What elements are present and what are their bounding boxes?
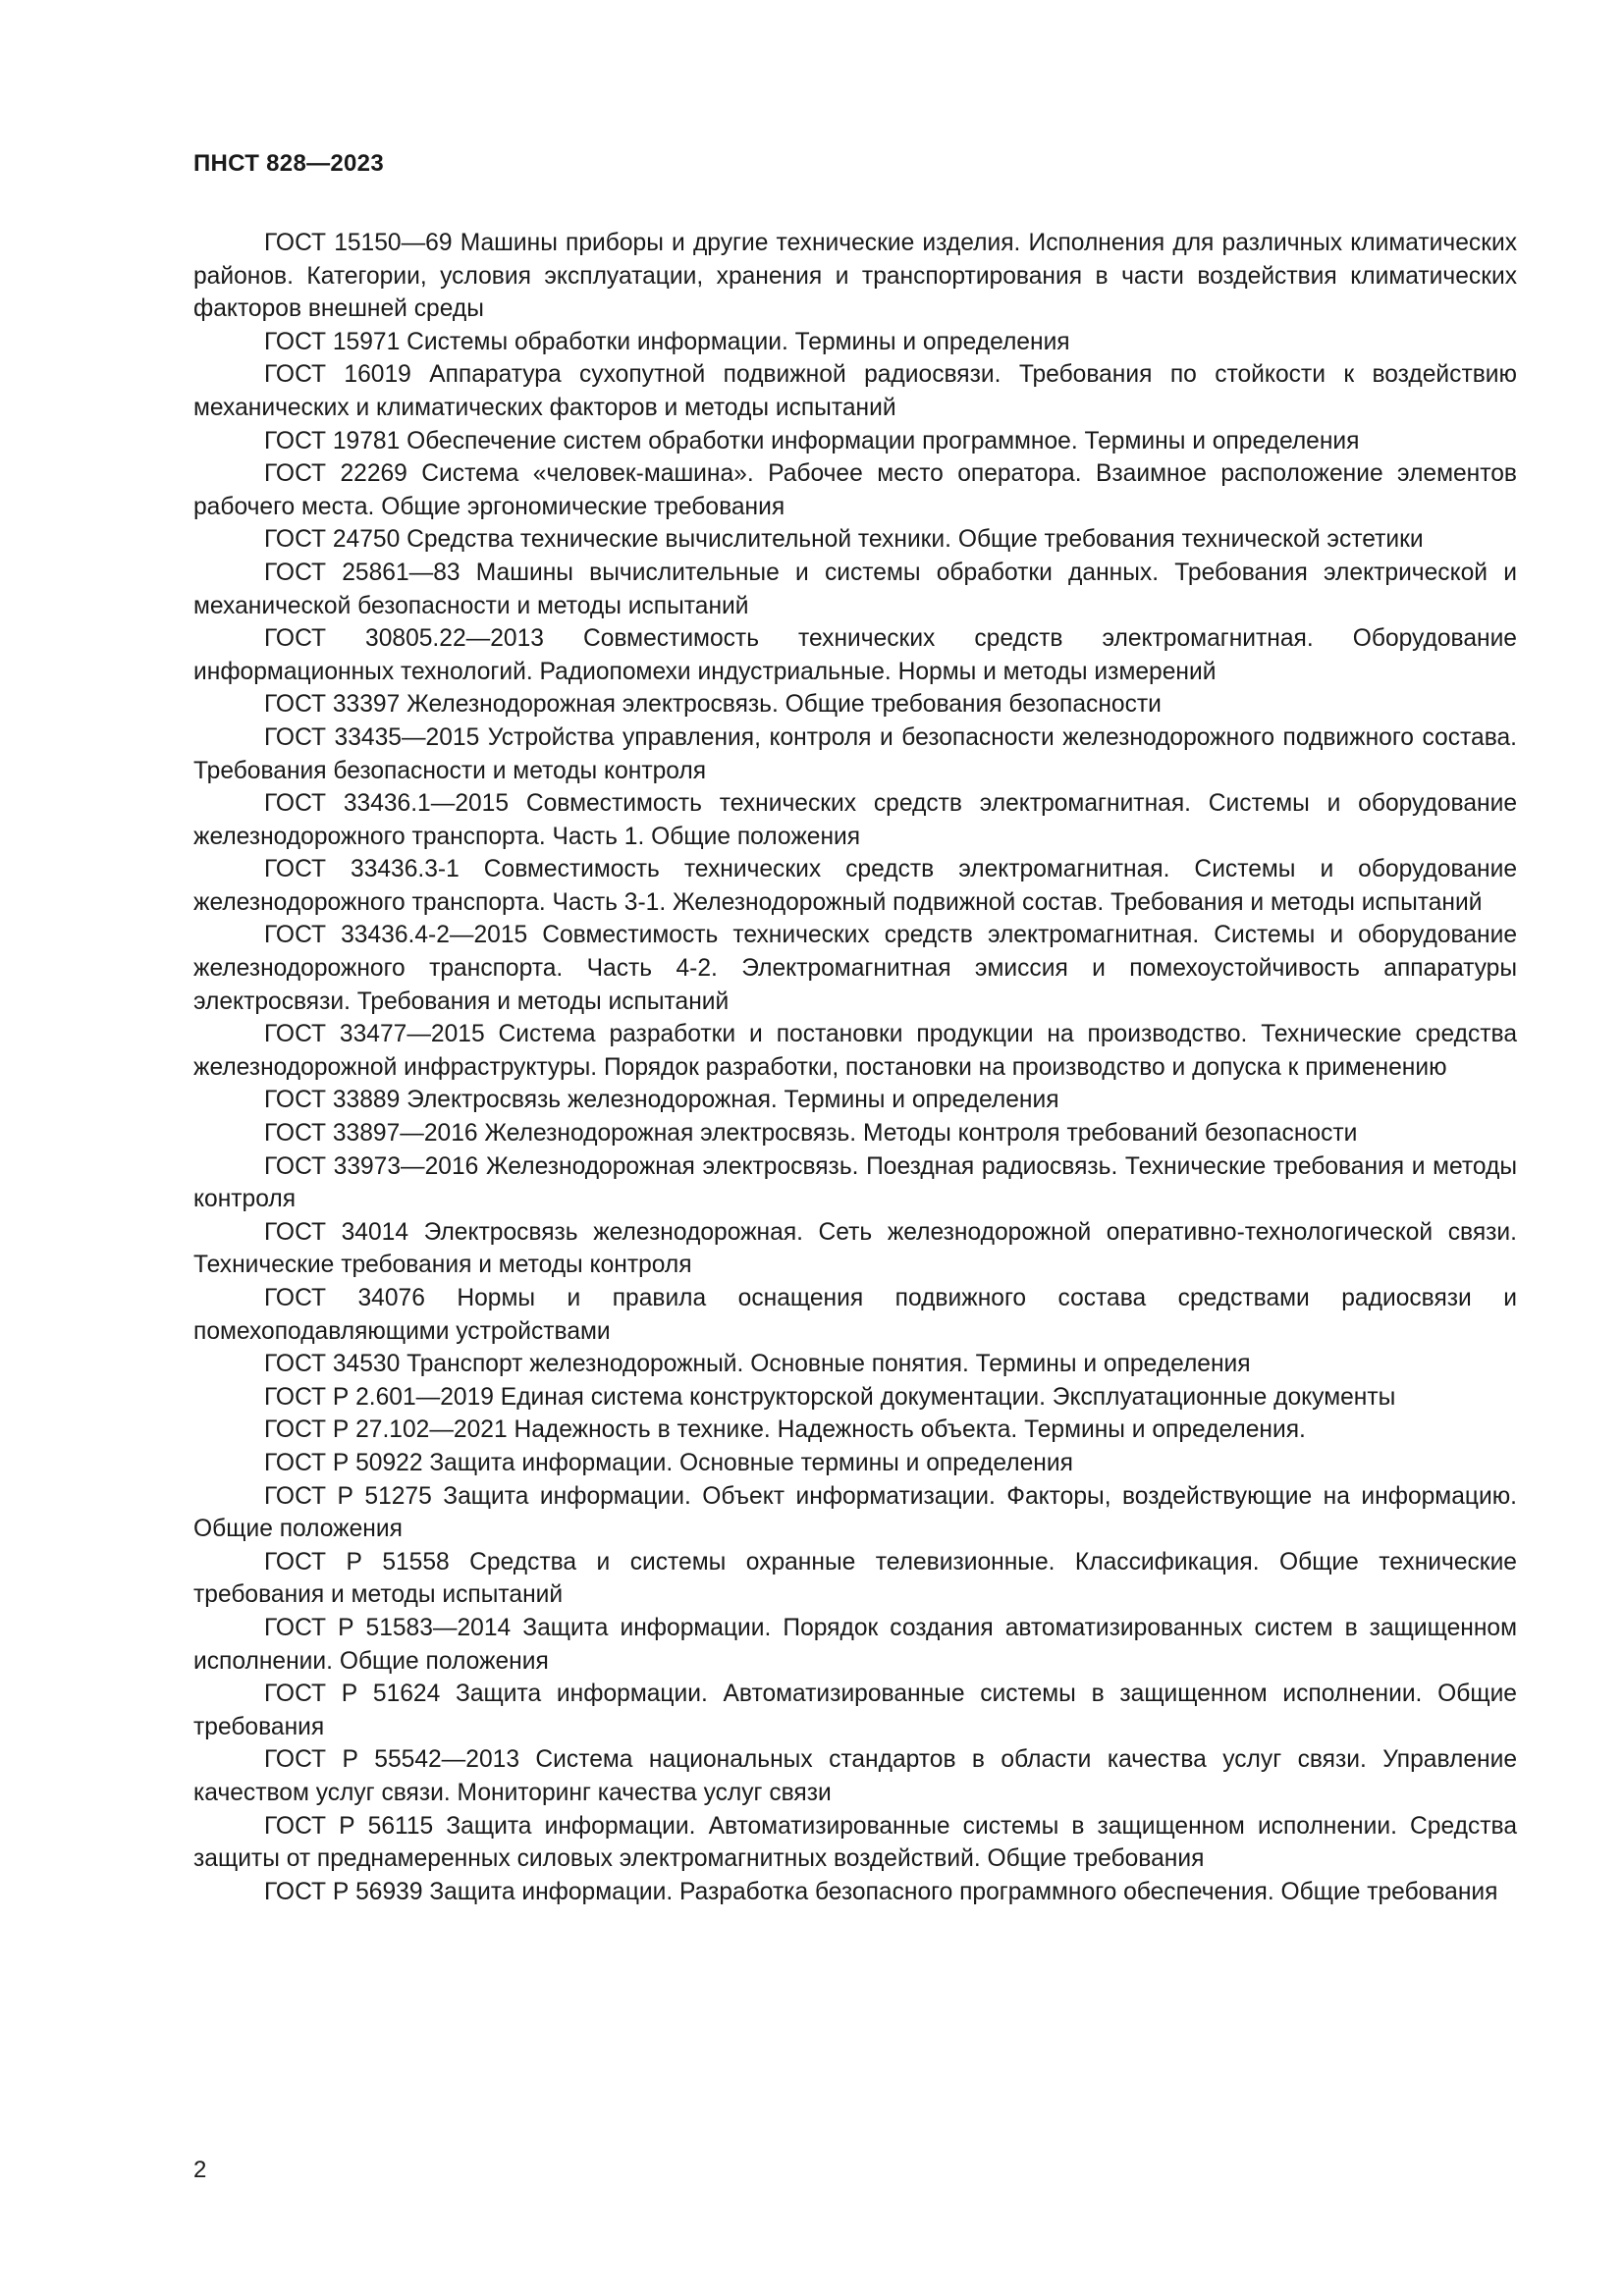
reference-item: ГОСТ 33435—2015 Устройства управления, контроля и безопасности железнодорожного подвижного состава. Требования безопасности и методы контроля bbox=[193, 723, 1517, 784]
reference-item: ГОСТ Р 51275 Защита информации. Объект информатизации. Факторы, воздействующие на информацию. Общие положения bbox=[193, 1482, 1517, 1543]
reference-item: ГОСТ 34014 Электросвязь железнодорожная. Сеть железнодорожной оперативно-технологической связи. Технические требования и методы контроля bbox=[193, 1218, 1517, 1279]
reference-item: ГОСТ 16019 Аппаратура сухопутной подвижной радиосвязи. Требования по стойкости к воздействию механических и климатических факторов и методы испытаний bbox=[193, 361, 1517, 421]
reference-item: ГОСТ 33436.3-1 Совместимость технических средств электромагнитная. Системы и оборудование железнодорожного транспорта. Часть 3-1. Железнодорожный подвижной состав. Требования и методы испытаний bbox=[193, 856, 1517, 916]
reference-item: ГОСТ 33477—2015 Система разработки и постановки продукции на производство. Технические средства железнодорожной инфраструктуры. Порядок разработки, постановки на производство и допуска к применению bbox=[193, 1021, 1517, 1081]
normative-references-list bbox=[193, 227, 1517, 1908]
reference-item: ГОСТ 33436.1—2015 Совместимость технических средств электромагнитная. Системы и оборудование железнодорожного транспорта. Часть 1. Общие положения bbox=[193, 790, 1517, 850]
reference-item: ГОСТ 30805.22—2013 Совместимость технических средств электромагнитная. Оборудование информационных технологий. Радиопомехи индустриальные. Нормы и методы измерений bbox=[193, 625, 1517, 685]
reference-item: ГОСТ 22269 Система «человек-машина». Рабочее место оператора. Взаимное расположение элементов рабочего места. Общие эргономические требования bbox=[193, 460, 1517, 520]
document-header: ПНСТ 828—2023 bbox=[193, 150, 384, 177]
reference-item: ГОСТ 34076 Нормы и правила оснащения подвижного состава средствами радиосвязи и помехоподавляющими устройствами bbox=[193, 1285, 1517, 1345]
reference-item: ГОСТ Р 2.601—2019 Единая система конструкторской документации. Эксплуатационные документы bbox=[264, 1383, 1396, 1411]
reference-item: ГОСТ 25861—83 Машины вычислительные и системы обработки данных. Требования электрической и механической безопасности и методы испытаний bbox=[193, 559, 1517, 619]
reference-item: ГОСТ Р 50922 Защита информации. Основные термины и определения bbox=[264, 1449, 1073, 1476]
reference-item: ГОСТ Р 51558 Средства и системы охранные телевизионные. Классификация. Общие технические требования и методы испытаний bbox=[193, 1548, 1517, 1609]
reference-item: ГОСТ 33397 Железнодорожная электросвязь. Общие требования безопасности bbox=[264, 691, 1162, 719]
reference-item: ГОСТ 24750 Средства технические вычислительной техники. Общие требования технической эстетики bbox=[264, 526, 1424, 554]
reference-item: ГОСТ 34530 Транспорт железнодорожный. Основные понятия. Термины и определения bbox=[264, 1351, 1251, 1378]
reference-item: ГОСТ Р 55542—2013 Система национальных стандартов в области качества услуг связи. Управление качеством услуг связи. Мониторинг качества услуг связи bbox=[193, 1746, 1517, 1806]
reference-item: ГОСТ 33889 Электросвязь железнодорожная. Термины и определения bbox=[264, 1087, 1059, 1114]
reference-item: ГОСТ 33436.4-2—2015 Совместимость технических средств электромагнитная. Системы и оборудование железнодорожного транспорта. Часть 4-2. Электромагнитная эмиссия и помехоустойчивость аппаратуры электросвязи. Требования и методы испытаний bbox=[193, 922, 1517, 1015]
page-number: 2 bbox=[193, 2157, 207, 2183]
reference-item: ГОСТ 33973—2016 Железнодорожная электросвязь. Поездная радиосвязь. Технические требования и методы контроля bbox=[193, 1152, 1517, 1213]
reference-item: ГОСТ 19781 Обеспечение систем обработки информации программное. Термины и определения bbox=[264, 427, 1360, 454]
reference-item: ГОСТ 15971 Системы обработки информации. Термины и определения bbox=[264, 328, 1070, 355]
reference-item: ГОСТ Р 27.102—2021 Надежность в технике. Надежность объекта. Термины и определения. bbox=[264, 1416, 1306, 1444]
reference-item: ГОСТ 33897—2016 Железнодорожная электросвязь. Методы контроля требований безопасности bbox=[264, 1120, 1358, 1148]
reference-item: ГОСТ Р 56939 Защита информации. Разработка безопасного программного обеспечения. Общие требования bbox=[264, 1878, 1498, 1905]
reference-item: ГОСТ Р 56115 Защита информации. Автоматизированные системы в защищенном исполнении. Средства защиты от преднамеренных силовых электромагнитных воздействий. Общие требования bbox=[193, 1812, 1517, 1873]
reference-item: ГОСТ 15150—69 Машины приборы и другие технические изделия. Исполнения для различных климатических районов. Категории, условия эксплуатации, хранения и транспортирования в части воздействия климатических факторов внешней среды bbox=[193, 230, 1517, 323]
reference-item: ГОСТ Р 51624 Защита информации. Автоматизированные системы в защищенном исполнении. Общие требования bbox=[193, 1681, 1517, 1740]
reference-item: ГОСТ Р 51583—2014 Защита информации. Порядок создания автоматизированных систем в защищенном исполнении. Общие положения bbox=[193, 1614, 1517, 1675]
